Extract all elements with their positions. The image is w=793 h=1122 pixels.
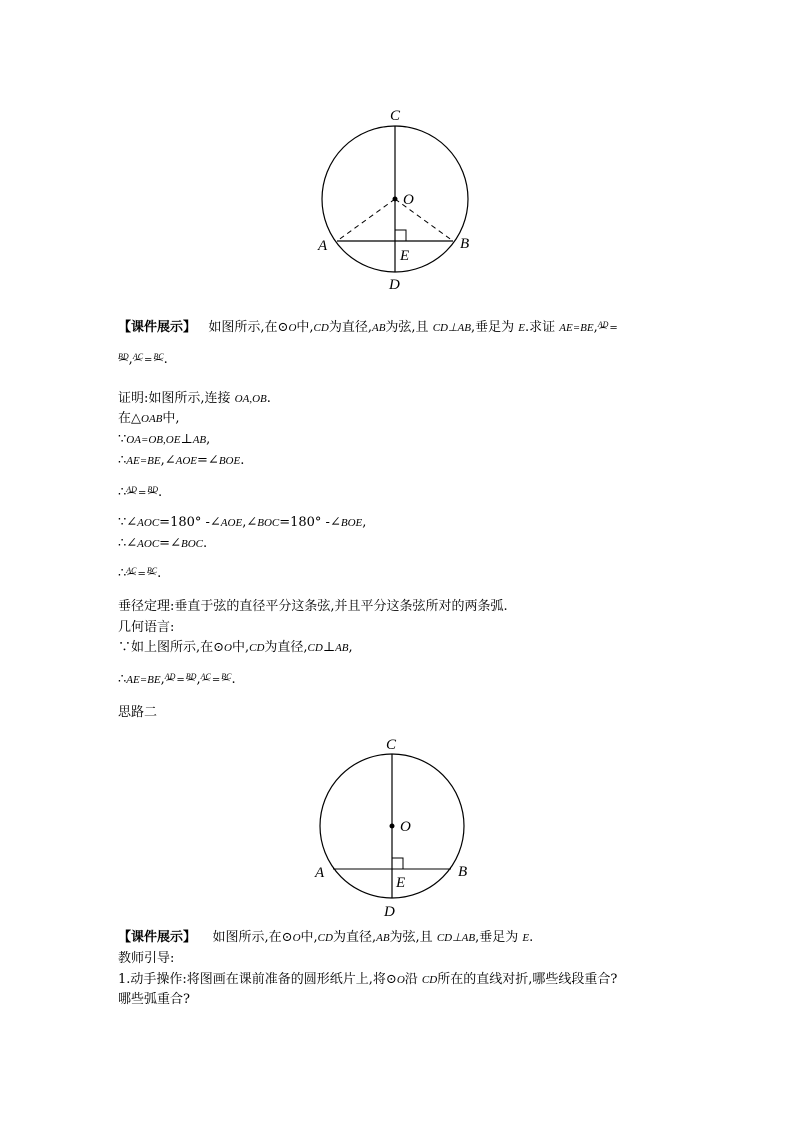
- t: AB: [371, 322, 386, 334]
- t: AB: [376, 932, 390, 944]
- circle-figure-1: [300, 100, 500, 300]
- label-b: B: [458, 864, 468, 880]
- eq: =: [137, 569, 146, 580]
- section2-heading: 【课件展示】: [118, 930, 197, 945]
- t: E: [522, 932, 530, 944]
- arc-ac: AC: [200, 672, 211, 681]
- t: AE=BE: [559, 322, 594, 334]
- t: .: [231, 672, 236, 687]
- t: BOE: [218, 455, 241, 467]
- eq: =: [211, 675, 221, 686]
- geometric-line1: [118, 640, 353, 656]
- t: 为直径,: [264, 640, 308, 655]
- t: 沿: [404, 972, 422, 987]
- arc-bd: BD: [147, 485, 159, 494]
- proof-line3: [118, 432, 210, 448]
- arc-bc: BC: [153, 352, 164, 361]
- t: =∠: [159, 536, 181, 551]
- t: OA=OB,OE: [126, 434, 181, 446]
- t: O: [396, 974, 405, 986]
- t: AOC: [137, 538, 160, 550]
- t: AE=BE: [126, 455, 161, 467]
- t: E: [518, 322, 525, 334]
- section1-line1: [118, 320, 619, 337]
- arc-ad: AD: [126, 485, 137, 494]
- arc-bd: BD: [118, 352, 129, 361]
- geometric-line2: [118, 672, 236, 689]
- t: CD: [249, 642, 265, 654]
- eq: =: [609, 323, 618, 334]
- label-d: D: [384, 904, 395, 920]
- geometric-language-label: 几何语言:: [118, 620, 175, 635]
- theorem-statement: 垂径定理:垂直于弦的直径平分这条弦,并且平分这条弦所对的两条弧.: [118, 599, 508, 614]
- t: ,: [348, 640, 353, 655]
- t: 如图所示,在⊙: [212, 930, 293, 945]
- t: 中,: [296, 320, 314, 335]
- t: ⊥: [322, 640, 336, 655]
- t: .: [163, 352, 168, 367]
- proof-line6: [118, 515, 366, 531]
- t: O: [292, 932, 301, 944]
- t: .求证: [525, 320, 560, 335]
- t: ,∠: [242, 515, 258, 530]
- t: CD: [317, 932, 333, 944]
- t: CD: [307, 642, 323, 654]
- t: 中,: [231, 640, 250, 655]
- t: .: [157, 566, 162, 581]
- t: =∠: [197, 453, 219, 468]
- t: ∴∠: [118, 536, 138, 551]
- t: ⊥: [180, 432, 193, 447]
- t: CD⊥AB: [436, 932, 476, 944]
- label-e: E: [396, 875, 406, 891]
- t: .: [202, 536, 208, 551]
- t: ∵: [118, 432, 127, 447]
- proof-line5: [118, 485, 162, 502]
- right-angle-mark: [395, 230, 406, 241]
- t: ∴: [118, 672, 127, 687]
- t: 在△: [118, 411, 141, 426]
- question-1-continued: 哪些弧重合?: [118, 992, 190, 1007]
- t: O: [288, 322, 297, 334]
- t: ,: [362, 515, 367, 530]
- label-o: O: [403, 192, 414, 208]
- t: 为直径,: [332, 930, 377, 945]
- proof-line1: [118, 391, 271, 407]
- proof-line7: [118, 536, 207, 552]
- arc-ad: AD: [597, 320, 609, 329]
- t: O: [224, 642, 232, 654]
- label-c: C: [386, 737, 397, 753]
- t: AB: [335, 642, 349, 654]
- t: AB: [192, 434, 207, 446]
- t: .: [529, 930, 534, 945]
- t: ∴: [118, 453, 127, 468]
- t: ,: [128, 352, 133, 367]
- t: ∵如上图所示,在⊙: [118, 640, 225, 655]
- t: AE=BE: [126, 674, 161, 686]
- t: CD: [313, 322, 329, 334]
- t: BOC: [257, 517, 280, 529]
- arc-ac: AC: [126, 566, 137, 575]
- eq: =: [144, 355, 153, 366]
- t: ∴: [118, 485, 127, 500]
- t: 所在的直线对折,哪些线段重合?: [437, 972, 618, 987]
- t: .: [158, 485, 163, 500]
- label-a: A: [315, 865, 325, 881]
- t: 1.动手操作:将图画在课前准备的圆形纸片上,将⊙: [118, 972, 397, 987]
- t: =180° -∠: [279, 515, 341, 530]
- label-d: D: [389, 277, 400, 293]
- section1-line2: [118, 352, 168, 369]
- proof-line4: [118, 453, 244, 469]
- proof-line8: [118, 566, 161, 583]
- t: BOC: [180, 538, 203, 550]
- arc-ac: AC: [132, 352, 144, 361]
- label-b: B: [460, 236, 470, 252]
- t: AOE: [175, 455, 198, 467]
- label-c: C: [390, 108, 401, 124]
- label-a: A: [318, 238, 328, 254]
- label-o: O: [400, 819, 411, 835]
- circle-figure-2: [300, 730, 500, 930]
- section2-line1: [118, 930, 533, 946]
- arc-bc: BC: [221, 672, 232, 681]
- t: ,: [206, 432, 211, 447]
- t: AOE: [220, 517, 243, 529]
- t: OA,OB: [234, 393, 267, 405]
- right-angle-mark: [392, 858, 403, 869]
- t: ∵∠: [118, 515, 138, 530]
- t: =180° -∠: [159, 515, 221, 530]
- t: 证明:如图所示,连接: [118, 391, 235, 406]
- t: CD⊥AB: [432, 322, 471, 334]
- t: 中,: [162, 411, 180, 426]
- t: 为直径,: [328, 320, 372, 335]
- t: ∴: [118, 566, 127, 581]
- t: ,垂足为: [475, 930, 523, 945]
- teacher-guide-label: 教师引导:: [118, 951, 175, 966]
- t: AOC: [137, 517, 160, 529]
- t: 为弦,且: [385, 320, 433, 335]
- arc-ad: AD: [164, 672, 176, 681]
- section1-heading: 【课件展示】: [118, 320, 197, 335]
- center-point: [393, 197, 398, 202]
- t: ,∠: [160, 453, 176, 468]
- t: 为弦,且: [389, 930, 437, 945]
- t: ,: [160, 672, 165, 687]
- t: ,垂足为: [471, 320, 519, 335]
- t: CD: [421, 974, 438, 986]
- t: ,: [593, 320, 598, 335]
- t: .: [266, 391, 271, 406]
- t: 中,: [300, 930, 318, 945]
- proof-line2: [118, 411, 180, 427]
- t: OAB: [141, 413, 163, 425]
- t: 如图所示,在⊙: [208, 320, 289, 335]
- arc-bd: BD: [185, 672, 197, 681]
- label-e: E: [400, 248, 410, 264]
- eq: =: [176, 675, 185, 686]
- t: ,: [196, 672, 201, 687]
- approach-2-title: 思路二: [118, 705, 158, 720]
- arc-bc: BC: [146, 566, 158, 575]
- eq: =: [137, 488, 147, 499]
- segment-oa: [337, 199, 395, 241]
- t: .: [240, 453, 245, 468]
- question-1: [118, 972, 617, 988]
- center-point: [390, 824, 395, 829]
- t: BOE: [340, 517, 363, 529]
